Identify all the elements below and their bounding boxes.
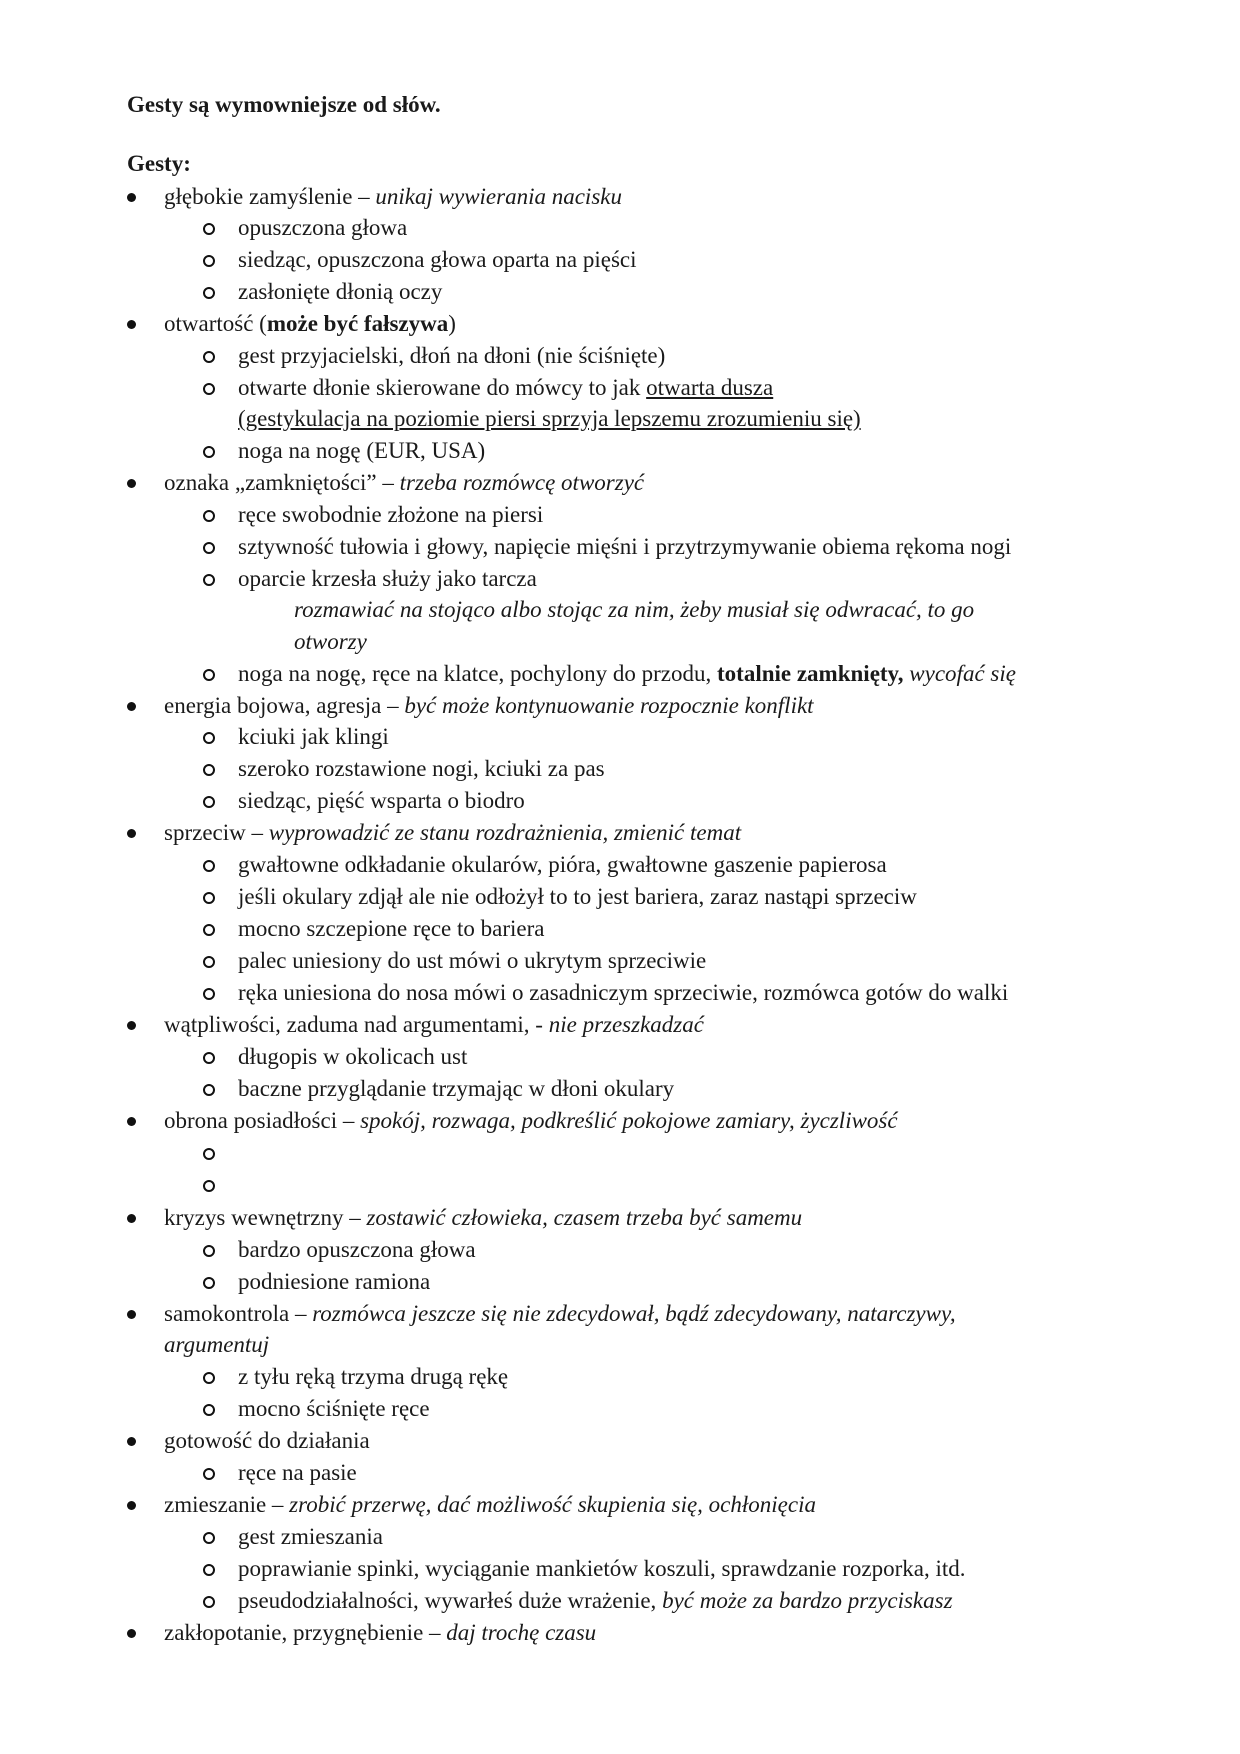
sub-bullet-icon bbox=[203, 956, 215, 968]
sub-list-item bbox=[238, 278, 442, 306]
item-text: opuszczona głowa bbox=[238, 215, 408, 240]
section-heading: Gesty: bbox=[127, 151, 191, 176]
item-text: siedząc, opuszczona głowa oparta na pięści bbox=[238, 247, 637, 272]
sub-bullet-icon bbox=[203, 446, 215, 458]
item-text: gwałtowne odkładanie okularów, pióra, gwałtowne gaszenie papierosa bbox=[238, 852, 887, 877]
item-text: oznaka „zamkniętości” – bbox=[164, 470, 400, 495]
list-item-continuation bbox=[294, 628, 367, 656]
item-text: bardzo opuszczona głowa bbox=[238, 1237, 476, 1262]
sub-bullet-icon bbox=[203, 1084, 215, 1096]
sub-bullet-icon bbox=[203, 1532, 215, 1544]
sub-list-item bbox=[238, 1555, 965, 1583]
list-item bbox=[164, 1300, 956, 1328]
sub-list-item bbox=[238, 1043, 467, 1071]
list-item bbox=[164, 1491, 816, 1519]
sub-list-item bbox=[238, 1236, 476, 1264]
item-text: baczne przyglądanie trzymając w dłoni okulary bbox=[238, 1076, 675, 1101]
sub-bullet-icon bbox=[203, 732, 215, 744]
sub-list-item bbox=[238, 723, 389, 751]
item-text: podniesione ramiona bbox=[238, 1269, 431, 1294]
item-text: ręka uniesiona do nosa mówi o zasadniczym sprzeciwie, rozmówca gotów do walki bbox=[238, 980, 1009, 1005]
sub-bullet-icon bbox=[203, 510, 215, 522]
sub-list-item bbox=[238, 533, 1011, 561]
bullet-icon bbox=[127, 829, 136, 838]
item-italic-text: nie przeszkadzać bbox=[548, 1012, 704, 1037]
sub-list-item bbox=[238, 660, 1016, 688]
sub-list-item bbox=[238, 1395, 430, 1423]
sub-bullet-icon bbox=[203, 542, 215, 554]
item-italic-text: trzeba rozmówcę otworzyć bbox=[399, 470, 645, 495]
sub-list-item bbox=[238, 437, 485, 465]
item-text: gest przyjacielski, dłoń na dłoni (nie ściśnięte) bbox=[238, 343, 666, 368]
sub-list-item bbox=[238, 915, 545, 943]
sub-list-item bbox=[238, 1459, 357, 1487]
list-item bbox=[164, 183, 622, 211]
item-text: ręce swobodnie złożone na piersi bbox=[238, 502, 544, 527]
sub-list-item bbox=[238, 342, 665, 370]
item-text: energia bojowa, agresja – bbox=[164, 693, 405, 718]
item-text: sztywność tułowia i głowy, napięcie mięśni i przytrzymywanie obiema rękoma nogi bbox=[238, 534, 1012, 559]
item-text: noga na nogę, ręce na klatce, pochylony do przodu, bbox=[238, 661, 717, 686]
sub-bullet-icon bbox=[203, 796, 215, 808]
list-item bbox=[164, 692, 814, 720]
bullet-icon bbox=[127, 702, 136, 711]
bullet-icon bbox=[127, 1629, 136, 1638]
item-text: jeśli okulary zdjął ale nie odłożył to to jest bariera, zaraz nastąpi sprzeciw bbox=[238, 884, 917, 909]
sub-list-item bbox=[238, 1363, 508, 1391]
item-text: palec uniesiony do ust mówi o ukrytym sprzeciwie bbox=[238, 948, 707, 973]
item-text: siedząc, pięść wsparta o biodro bbox=[238, 788, 525, 813]
sub-list-item bbox=[238, 1523, 383, 1551]
bullet-icon bbox=[127, 1021, 136, 1030]
sub-list-item bbox=[238, 501, 543, 529]
item-italic-text: argumentuj bbox=[164, 1332, 270, 1357]
item-text: długopis w okolicach ust bbox=[238, 1044, 468, 1069]
item-underlined-text: (gestykulacja na poziomie piersi sprzyja lepszemu zrozumieniu się) bbox=[238, 406, 861, 431]
item-italic-text: wyprowadzić ze stanu rozdrażnienia, zmienić temat bbox=[268, 820, 742, 845]
list-item bbox=[164, 1619, 596, 1647]
list-item bbox=[164, 1427, 370, 1455]
bullet-icon bbox=[127, 193, 136, 202]
item-italic-text: daj trochę czasu bbox=[446, 1620, 597, 1645]
sub-bullet-icon bbox=[203, 924, 215, 936]
sub-bullet-icon bbox=[203, 574, 215, 586]
sub-bullet-icon bbox=[203, 223, 215, 235]
item-bold-text: totalnie zamknięty, bbox=[717, 661, 904, 686]
item-italic-text: spokój, rozwaga, podkreślić pokojowe zamiary, życzliwość bbox=[360, 1108, 898, 1133]
sub-bullet-icon bbox=[203, 1564, 215, 1576]
sub-bullet-icon bbox=[203, 351, 215, 363]
sub-list-item bbox=[238, 565, 537, 593]
list-item bbox=[164, 1011, 704, 1039]
item-text: sprzeciw – bbox=[164, 820, 269, 845]
sub-bullet-icon bbox=[203, 892, 215, 904]
item-italic-text: unikaj wywierania nacisku bbox=[375, 184, 622, 209]
bullet-icon bbox=[127, 1117, 136, 1126]
sub-bullet-icon bbox=[203, 1052, 215, 1064]
list-item bbox=[164, 310, 456, 338]
item-text: szeroko rozstawione nogi, kciuki za pas bbox=[238, 756, 605, 781]
item-italic-text: być może kontynuowanie rozpocznie konflikt bbox=[404, 693, 814, 718]
list-item bbox=[164, 1107, 898, 1135]
item-text: obrona posiadłości – bbox=[164, 1108, 361, 1133]
list-item bbox=[164, 469, 644, 497]
item-text: z tyłu ręką trzyma drugą rękę bbox=[238, 1364, 509, 1389]
sub-bullet-icon bbox=[203, 255, 215, 267]
item-text: wątpliwości, zaduma nad argumentami, - bbox=[164, 1012, 549, 1037]
item-underlined-text: otwarta dusza bbox=[646, 375, 774, 400]
item-italic-text: otworzy bbox=[294, 629, 367, 654]
list-item-continuation bbox=[294, 596, 974, 624]
sub-bullet-icon bbox=[203, 1277, 215, 1289]
item-italic-text: zrobić przerwę, dać możliwość skupienia się, ochłonięcia bbox=[289, 1492, 816, 1517]
item-text: kciuki jak klingi bbox=[238, 724, 389, 749]
item-text: głębokie zamyślenie – bbox=[164, 184, 376, 209]
sub-bullet-icon bbox=[203, 287, 215, 299]
item-text: otwarte dłonie skierowane do mówcy to jak bbox=[238, 375, 647, 400]
item-text: pseudodziałalności, wywarłeś duże wrażenie, bbox=[238, 1588, 663, 1613]
bullet-icon bbox=[127, 1437, 136, 1446]
sub-list-item bbox=[238, 1268, 430, 1296]
sub-bullet-icon bbox=[203, 1180, 215, 1192]
item-text: otwartość ( bbox=[164, 311, 267, 336]
sub-bullet-icon bbox=[203, 860, 215, 872]
sub-bullet-icon bbox=[203, 1372, 215, 1384]
item-italic-text: wycofać się bbox=[903, 661, 1016, 686]
sub-list-item bbox=[238, 979, 1008, 1007]
sub-bullet-icon bbox=[203, 1148, 215, 1160]
item-text-end: ) bbox=[448, 311, 456, 336]
item-text: zasłonięte dłonią oczy bbox=[238, 279, 443, 304]
item-text: samokontrola – bbox=[164, 1301, 313, 1326]
bullet-icon bbox=[127, 320, 136, 329]
item-text: zakłopotanie, przygnębienie – bbox=[164, 1620, 447, 1645]
item-italic-text: zostawić człowieka, czasem trzeba być samemu bbox=[366, 1205, 803, 1230]
item-text: gotowość do działania bbox=[164, 1428, 370, 1453]
item-text: noga na nogę (EUR, USA) bbox=[238, 438, 486, 463]
sub-bullet-icon bbox=[203, 1404, 215, 1416]
sub-list-item bbox=[238, 1587, 953, 1615]
sub-list-item bbox=[238, 787, 525, 815]
document-title: Gesty są wymowniejsze od słów. bbox=[127, 92, 441, 117]
list-item bbox=[164, 1204, 802, 1232]
item-text: oparcie krzesła służy jako tarcza bbox=[238, 566, 537, 591]
bullet-icon bbox=[127, 1214, 136, 1223]
item-italic-text: rozmówca jeszcze się nie zdecydował, bądź zdecydowany, natarczywy, bbox=[312, 1301, 956, 1326]
item-italic-text: rozmawiać na stojąco albo stojąc za nim, żeby musiał się odwracać, to go bbox=[294, 597, 975, 622]
sub-bullet-icon bbox=[203, 669, 215, 681]
list-item bbox=[164, 819, 741, 847]
sub-bullet-icon bbox=[203, 1468, 215, 1480]
bullet-icon bbox=[127, 1501, 136, 1510]
bullet-icon bbox=[127, 1310, 136, 1319]
list-item-continuation bbox=[238, 405, 861, 433]
sub-bullet-icon bbox=[203, 764, 215, 776]
item-text: zmieszanie – bbox=[164, 1492, 290, 1517]
sub-list-item bbox=[238, 1075, 674, 1103]
item-text: poprawianie spinki, wyciąganie mankietów koszuli, sprawdzanie rozporka, itd. bbox=[238, 1556, 966, 1581]
item-text: mocno ściśnięte ręce bbox=[238, 1396, 430, 1421]
sub-bullet-icon bbox=[203, 1596, 215, 1608]
item-text: mocno szczepione ręce to bariera bbox=[238, 916, 545, 941]
item-bold-text: może być fałszywa bbox=[266, 311, 449, 336]
sub-list-item bbox=[238, 246, 637, 274]
list-item-continuation bbox=[164, 1331, 269, 1359]
bullet-icon bbox=[127, 479, 136, 488]
item-text: gest zmieszania bbox=[238, 1524, 383, 1549]
sub-list-item bbox=[238, 755, 605, 783]
sub-list-item bbox=[238, 851, 887, 879]
item-text: ręce na pasie bbox=[238, 1460, 357, 1485]
sub-list-item bbox=[238, 947, 706, 975]
sub-bullet-icon bbox=[203, 1245, 215, 1257]
item-italic-text: być może za bardzo przyciskasz bbox=[662, 1588, 953, 1613]
sub-list-item bbox=[238, 374, 773, 402]
sub-list-item bbox=[238, 214, 407, 242]
sub-bullet-icon bbox=[203, 988, 215, 1000]
sub-list-item bbox=[238, 883, 917, 911]
item-text: kryzys wewnętrzny – bbox=[164, 1205, 367, 1230]
sub-bullet-icon bbox=[203, 383, 215, 395]
